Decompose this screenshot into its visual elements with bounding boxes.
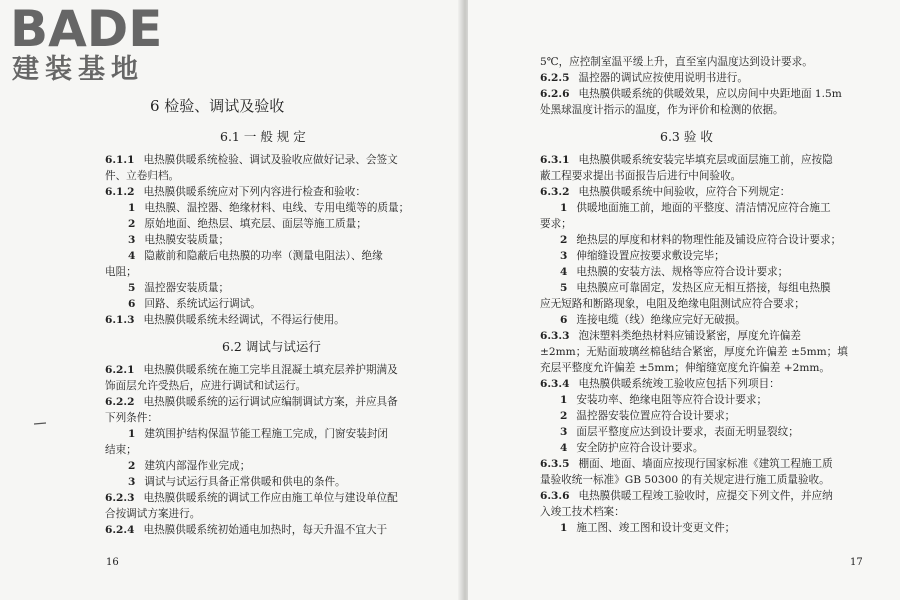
list-item: 5 温控器安装质量； bbox=[128, 282, 230, 294]
clause-line: 入竣工技术档案： bbox=[540, 506, 625, 518]
list-item: 电阻； bbox=[105, 266, 137, 278]
page-number: 16 bbox=[106, 557, 119, 568]
list-item: 4 安全防护应符合设计要求。 bbox=[560, 442, 704, 454]
clause-line: 合按调试方案进行。 bbox=[105, 508, 201, 520]
list-item: 1 安装功率、绝缘电阻等应符合设计要求； bbox=[560, 394, 768, 406]
section-heading-6-1: 6.1 一 般 规 定 bbox=[220, 129, 306, 144]
clause-line: 5℃，应控制室温平缓上升，直至室内温度达到设计要求。 bbox=[540, 56, 813, 68]
clause-line: 6.3.4 电热膜供暖系统竣工验收应包括下列项目： bbox=[540, 378, 780, 390]
list-item: 1 供暖地面施工前，地面的平整度、清洁情况应符合施工 bbox=[560, 202, 831, 214]
list-item: 1 电热膜、温控器、绝缘材料、电线、专用电缆等的质量； bbox=[128, 202, 410, 214]
list-item: 3 面层平整度应达到设计要求，表面无明显裂纹； bbox=[560, 426, 799, 438]
list-item: 6 连接电缆（线）绝缘应完好无破损。 bbox=[560, 314, 746, 326]
list-item: 3 电热膜安装质量； bbox=[128, 234, 230, 246]
clause-line: 6.1.2 电热膜供暖系统应对下列内容进行检查和验收： bbox=[105, 186, 366, 198]
list-item: 2 温控器安装位置应符合设计要求； bbox=[560, 410, 736, 422]
clause-line: 6.1.3 电热膜供暖系统未经调试，不得运行使用。 bbox=[105, 314, 345, 326]
logo-word: BADE bbox=[10, 0, 163, 58]
list-item: 1 建筑围护结构保温节能工程施工完成，门窗安装封闭 bbox=[128, 428, 389, 440]
page-number: 17 bbox=[850, 557, 863, 568]
section-heading-6-2: 6.2 调试与试运行 bbox=[222, 339, 321, 354]
list-item: 5 电热膜应可靠固定，发热区应无相互搭接，每组电热膜 bbox=[560, 282, 831, 294]
section-heading-6-3: 6.3 验 收 bbox=[660, 129, 713, 144]
list-item: 2 绝热层的厚度和材料的物理性能及铺设应符合设计要求； bbox=[560, 234, 842, 246]
list-item: 3 调试与试运行具备正常供暖和供电的条件。 bbox=[128, 476, 346, 488]
list-item: 4 隐蔽前和隐蔽后电热膜的功率（测量电阻法）、绝缘 bbox=[128, 250, 383, 262]
clause-line: 6.2.5 温控器的调试应按使用说明书进行。 bbox=[540, 72, 748, 84]
list-item: 结束； bbox=[105, 444, 137, 456]
list-item: 6 回路、系统试运行调试。 bbox=[128, 298, 261, 310]
clause-line: 6.2.2 电热膜供暖系统的运行调试应编制调试方案，并应具备 bbox=[105, 396, 398, 408]
clause-line: 6.3.2 电热膜供暖系统中间验收，应符合下列规定： bbox=[540, 186, 791, 198]
clause-line: 6.1.1 电热膜供暖系统检验、调试及验收应做好记录、会签文 bbox=[105, 154, 398, 166]
list-item: 要求； bbox=[540, 218, 572, 230]
list-item: 2 建筑内部湿作业完成； bbox=[128, 460, 251, 472]
list-item: 4 电热膜的安装方法、规格等应符合设计要求； bbox=[560, 266, 789, 278]
clause-line: 饰面层允许受热后，应进行调试和试运行。 bbox=[105, 380, 307, 392]
logo-subtitle: 建装基地 bbox=[12, 54, 144, 85]
clause-line: 处黑球温度计指示的温度，作为评价和检测的依据。 bbox=[540, 104, 784, 116]
scan-speck bbox=[34, 422, 46, 426]
clause-line: 6.3.1 电热膜供暖系统安装完毕填充层或面层施工前，应按隐 bbox=[540, 154, 833, 166]
clause-line: 件、立卷归档。 bbox=[105, 170, 180, 182]
list-item: 1 施工图、竣工图和设计变更文件； bbox=[560, 522, 736, 534]
clause-line: 6.2.3 电热膜供暖系统的调试工作应由施工单位与建设单位配 bbox=[105, 492, 398, 504]
clause-line: 充层平整度允许偏差 ±5mm；伸缩缝宽度允许偏差 +2mm。 bbox=[540, 362, 831, 374]
clause-line: 6.2.4 电热膜供暖系统初始通电加热时，每天升温不宜大于 bbox=[105, 524, 388, 536]
clause-line: 下列条件： bbox=[105, 412, 158, 424]
clause-line: 6.2.1 电热膜供暖系统在施工完毕且混凝土填充层养护期满及 bbox=[105, 364, 398, 376]
right-page bbox=[468, 0, 900, 600]
clause-line: 量验收统一标准》GB 50300 的有关规定进行施工质量验收。 bbox=[540, 474, 830, 486]
list-item: 应无短路和断路现象，电阻及绝缘电阻测试应符合要求； bbox=[540, 298, 805, 310]
clause-line: ±2mm；无贴面玻璃丝棉毡结合紧密，厚度允许偏差 ±5mm；填 bbox=[540, 346, 848, 358]
clause-line: 6.3.3 泡沫塑料类绝热材料应铺设紧密，厚度允许偏差 bbox=[540, 330, 801, 342]
clause-line: 蔽工程要求提出书面报告后进行中间验收。 bbox=[540, 170, 742, 182]
clause-line: 6.3.5 棚面、地面、墙面应按现行国家标准《建筑工程施工质 bbox=[540, 458, 833, 470]
clause-line: 6.2.6 电热膜供暖系统的供暖效果，应以房间中央距地面 1.5m bbox=[540, 88, 842, 100]
bade-logo bbox=[8, 0, 178, 90]
list-item: 3 伸缩缝设置应按要求敷设完毕； bbox=[560, 250, 725, 262]
list-item: 2 原始地面、绝热层、填充层、面层等施工质量； bbox=[128, 218, 367, 230]
clause-line: 6.3.6 电热膜供暖工程竣工验收时，应提交下列文件，并应纳 bbox=[540, 490, 833, 502]
chapter-title: 6 检验、调试及验收 bbox=[150, 97, 285, 115]
